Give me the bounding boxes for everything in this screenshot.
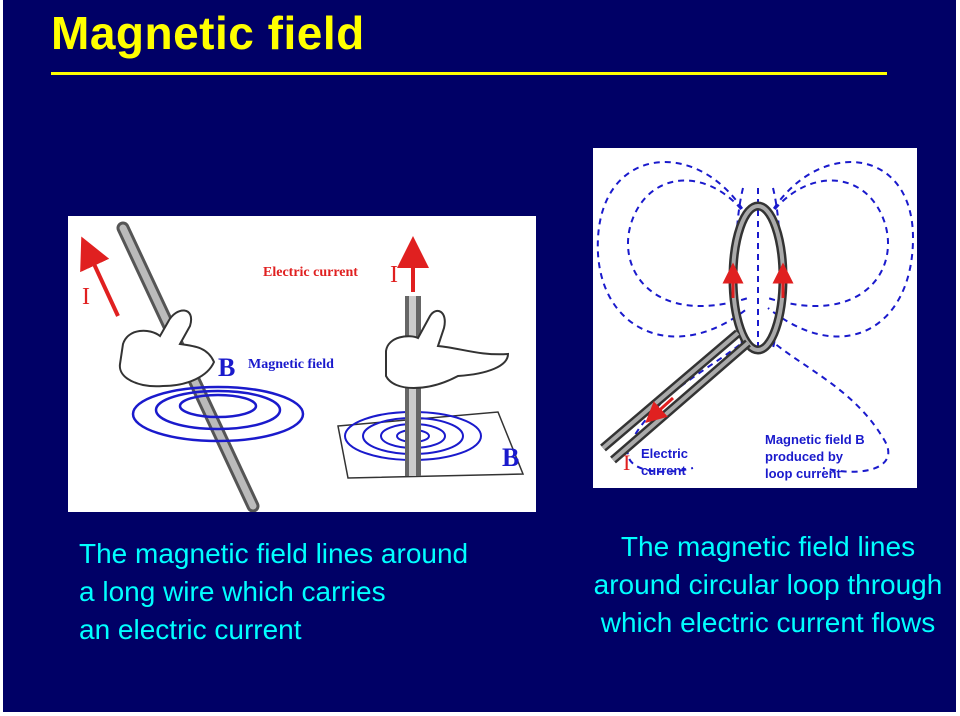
produced-by-label: produced by <box>765 449 844 464</box>
wire-figure <box>68 216 536 512</box>
wire-caption-line: a long wire which carries <box>79 576 386 607</box>
hand-right <box>386 311 508 388</box>
loop-caption <box>578 528 956 642</box>
loop-figure <box>593 148 917 488</box>
electric-current-label: Electric current <box>263 265 358 280</box>
slide <box>3 0 956 712</box>
wire-caption <box>79 535 468 649</box>
lead-wires <box>603 333 748 460</box>
electric-label: Electric <box>641 446 688 461</box>
slide-title: Magnetic field <box>51 7 365 59</box>
loop-diagram <box>593 148 917 488</box>
magnetic-field-b-label: Magnetic field B <box>765 432 865 447</box>
current-label: current <box>641 463 686 478</box>
current-arrow-left <box>88 251 118 316</box>
field-plane <box>338 412 523 478</box>
loop-caption-line: The magnetic field lines <box>620 531 916 562</box>
magnetic-field-label: Magnetic field <box>248 357 334 372</box>
current-label-right: I <box>390 262 398 288</box>
loop-caption-line: around circular loop through <box>593 569 943 600</box>
wire-diagram <box>68 216 536 512</box>
wire-caption-line: The magnetic field lines around <box>79 538 469 569</box>
current-label-left: I <box>82 284 90 310</box>
field-symbol-right: B <box>502 443 520 472</box>
title-underline <box>51 72 887 75</box>
loop-current-label: loop current <box>765 466 841 481</box>
wire-caption-line: an electric current <box>79 614 302 645</box>
current-label-loop: I <box>623 450 631 475</box>
field-symbol-left: B <box>218 353 236 382</box>
loop-caption-line: which electric current flows <box>600 607 936 638</box>
